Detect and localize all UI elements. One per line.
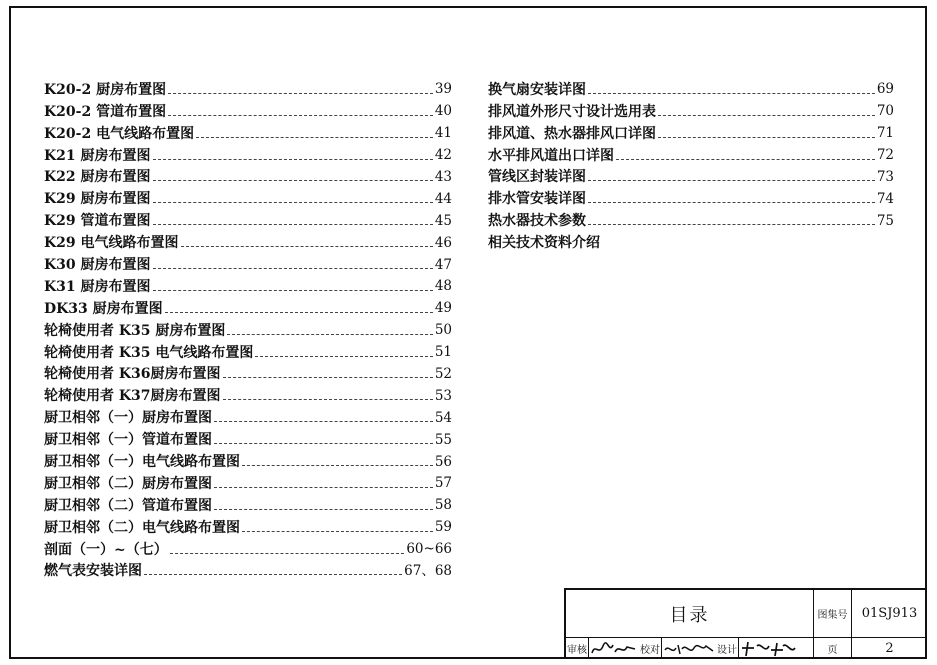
toc-entry-title: K29 管道布置图 [44, 213, 151, 230]
toc-entry [44, 141, 452, 163]
toc-entry-title: K20-2 管道布置图 [44, 103, 167, 120]
toc-entry-title: 厨卫相邻（二）厨房布置图 [44, 475, 212, 492]
design-label: 设计 [716, 638, 739, 659]
toc-entry-title: K31 厨房布置图 [44, 278, 151, 295]
toc-entry-title: 轮椅使用者 K37厨房布置图 [44, 388, 221, 405]
toc-leader-dots [144, 574, 402, 575]
toc-entry-page: 72 [876, 147, 894, 164]
toc-leader-dots [227, 334, 432, 335]
toc-entry-title: K29 厨房布置图 [44, 191, 151, 208]
check-signature [662, 638, 716, 659]
toc-entry [44, 513, 452, 535]
toc-entry [44, 491, 452, 513]
signature-row [566, 638, 814, 659]
toc-entry [488, 119, 894, 141]
toc-entry [488, 141, 894, 163]
toc-entry-title: 水平排风道出口详图 [488, 147, 614, 164]
check-label: 校对 [639, 638, 662, 659]
toc-leader-dots [588, 224, 875, 225]
toc-entry-page: 51 [434, 344, 452, 361]
toc-entry [44, 206, 452, 228]
toc-entry-title: 轮椅使用者 K35 电气线路布置图 [44, 344, 254, 361]
toc-leader-dots [588, 93, 875, 94]
toc-entry [44, 425, 452, 447]
toc-entry-page: 54 [434, 409, 452, 426]
toc-leader-dots [168, 93, 433, 94]
toc-leader-dots [658, 137, 875, 138]
toc-entry-page: 42 [434, 147, 452, 164]
toc-entry-page: 49 [434, 300, 452, 317]
toc-entry [44, 469, 452, 491]
toc-entry [44, 228, 452, 250]
toc-leader-dots [214, 509, 433, 510]
toc-entry-page: 73 [876, 168, 894, 185]
toc-entry [488, 206, 894, 228]
toc-entry-page: 45 [434, 212, 452, 229]
toc-entry-page: 48 [434, 278, 452, 295]
toc-entry [44, 294, 452, 316]
toc-entry-title: K20-2 厨房布置图 [44, 81, 167, 98]
toc-entry [44, 184, 452, 206]
toc-entry-title: 换气扇安装详图 [488, 81, 586, 98]
toc-entry [44, 338, 452, 360]
atlas-number-label: 图集号 [814, 590, 852, 638]
toc-entry [44, 250, 452, 272]
toc-leader-dots [153, 202, 433, 203]
toc-entry-page: 53 [434, 387, 452, 404]
toc-leader-dots [214, 443, 433, 444]
toc-leader-dots [153, 180, 433, 181]
toc-entry-page: 50 [434, 322, 452, 339]
toc-leader-dots [168, 115, 433, 116]
toc-leader-dots [658, 115, 875, 116]
toc-entry-page: 75 [876, 212, 894, 229]
toc-entry-title: 厨卫相邻（二）电气线路布置图 [44, 519, 240, 536]
document-title: 目录 [566, 590, 814, 638]
toc-entry-title: 相关技术资料介绍 [488, 235, 600, 252]
toc-leader-dots [165, 312, 433, 313]
toc-right-column [488, 75, 894, 250]
toc-leader-dots [255, 356, 432, 357]
toc-entry-title: 热水器技术参数 [488, 213, 586, 230]
toc-entry-page: 47 [434, 256, 452, 273]
atlas-number: 01SJ913 [852, 590, 927, 638]
toc-entry-page: 43 [434, 168, 452, 185]
toc-entry-page: 60~66 [406, 541, 452, 558]
toc-entry-title: 剖面（一）~（七） [44, 541, 168, 558]
toc-entry [488, 228, 894, 250]
toc-entry-title: 厨卫相邻（一）电气线路布置图 [44, 454, 240, 471]
toc-entry-title: 厨卫相邻（一）管道布置图 [44, 432, 212, 449]
toc-entry-page: 57 [434, 475, 452, 492]
toc-entry-title: K20-2 电气线路布置图 [44, 125, 195, 142]
review-label: 审核 [566, 638, 589, 659]
toc-entry [44, 447, 452, 469]
toc-entry [488, 163, 894, 185]
toc-entry [44, 403, 452, 425]
toc-entry-title: 厨卫相邻（二）管道布置图 [44, 497, 212, 514]
toc-entry-page: 71 [876, 125, 894, 142]
toc-leader-dots [153, 159, 433, 160]
toc-entry-title: K21 厨房布置图 [44, 147, 151, 164]
toc-entry [44, 360, 452, 382]
toc-entry-title: 排风道外形尺寸设计选用表 [488, 103, 656, 120]
toc-entry-page: 58 [434, 497, 452, 514]
design-signature [739, 638, 797, 659]
toc-entry [44, 163, 452, 185]
toc-leader-dots [153, 290, 433, 291]
toc-entry-page: 74 [876, 190, 894, 207]
toc-entry-page: 70 [876, 103, 894, 120]
toc-entry [488, 75, 894, 97]
toc-entry-page: 39 [434, 81, 452, 98]
toc-entry [44, 381, 452, 403]
toc-entry-title: 轮椅使用者 K35 厨房布置图 [44, 322, 226, 339]
toc-entry [44, 75, 452, 97]
toc-entry-title: DK33 厨房布置图 [44, 300, 163, 317]
toc-leader-dots [242, 465, 433, 466]
toc-leader-dots [181, 246, 433, 247]
toc-entry-title: 排风道、热水器排风口详图 [488, 125, 656, 142]
toc-entry-page: 69 [876, 81, 894, 98]
toc-entry-page: 52 [434, 365, 452, 382]
toc-entry-title: K30 厨房布置图 [44, 257, 151, 274]
title-block [564, 588, 927, 659]
toc-entry-page: 46 [434, 234, 452, 251]
toc-entry-page: 40 [434, 103, 452, 120]
toc-entry [44, 316, 452, 338]
toc-entry-title: K29 电气线路布置图 [44, 235, 179, 252]
toc-entry [488, 97, 894, 119]
toc-entry [44, 272, 452, 294]
toc-entry-title: K22 厨房布置图 [44, 169, 151, 186]
toc-leader-dots [170, 553, 405, 554]
toc-entry-page: 59 [434, 519, 452, 536]
toc-entry-title: 排水管安装详图 [488, 191, 586, 208]
toc-left-column [44, 75, 452, 578]
toc-entry [44, 535, 452, 557]
toc-leader-dots [223, 399, 433, 400]
toc-leader-dots [588, 202, 875, 203]
toc-entry-title: 轮椅使用者 K36厨房布置图 [44, 366, 221, 383]
toc-entry [44, 557, 452, 579]
toc-leader-dots [214, 421, 433, 422]
toc-leader-dots [196, 137, 433, 138]
toc-entry-page: 56 [434, 453, 452, 470]
toc-leader-dots [588, 180, 875, 181]
toc-entry-title: 燃气表安装详图 [44, 563, 142, 580]
toc-entry-page: 67、68 [404, 562, 452, 579]
toc-entry-page: 41 [434, 125, 452, 142]
toc-leader-dots [616, 159, 875, 160]
toc-entry-title: 管线区封装详图 [488, 169, 586, 186]
toc-entry [44, 97, 452, 119]
toc-leader-dots [153, 268, 433, 269]
toc-entry [488, 184, 894, 206]
toc-entry-page: 44 [434, 190, 452, 207]
toc-leader-dots [242, 531, 433, 532]
review-signature [589, 638, 639, 659]
page-number: 2 [885, 641, 894, 656]
toc-leader-dots [153, 224, 433, 225]
toc-entry-title: 厨卫相邻（一）厨房布置图 [44, 410, 212, 427]
toc-entry-page: 55 [434, 431, 452, 448]
toc-entry [44, 119, 452, 141]
toc-leader-dots [223, 377, 433, 378]
toc-leader-dots [214, 487, 433, 488]
page-label: 页 [814, 638, 852, 659]
